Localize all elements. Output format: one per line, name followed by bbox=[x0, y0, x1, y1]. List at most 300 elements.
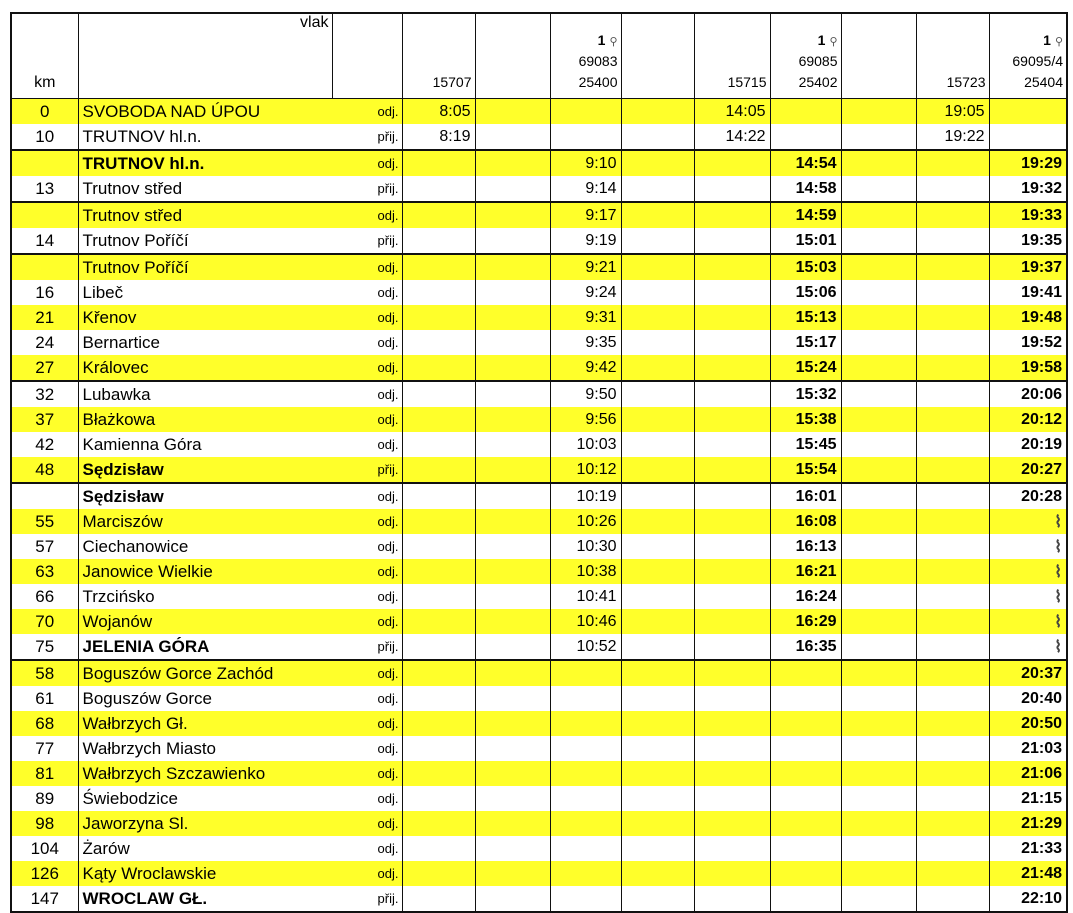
departure-time bbox=[475, 150, 550, 176]
departure-time bbox=[475, 509, 550, 534]
departure-time bbox=[770, 736, 841, 761]
table-row bbox=[11, 99, 1067, 125]
km-cell: 37 bbox=[11, 407, 78, 432]
departure-time bbox=[841, 280, 916, 305]
arrival-departure-mark: odj. bbox=[332, 736, 402, 761]
table-row bbox=[11, 559, 1067, 584]
departure-time: 8:19 bbox=[402, 124, 475, 150]
km-cell bbox=[11, 483, 78, 509]
departure-time bbox=[402, 761, 475, 786]
departure-time bbox=[694, 686, 770, 711]
departure-time bbox=[694, 355, 770, 381]
departure-time bbox=[694, 330, 770, 355]
departure-time: 9:24 bbox=[550, 280, 621, 305]
departure-time bbox=[475, 534, 550, 559]
train-number: 25402 bbox=[798, 73, 838, 90]
departure-time bbox=[916, 609, 989, 634]
departure-time bbox=[694, 381, 770, 407]
departure-time bbox=[402, 609, 475, 634]
departure-time: 10:19 bbox=[550, 483, 621, 509]
first-class-mark: 1 bbox=[597, 32, 606, 49]
departure-time: 21:48 bbox=[989, 861, 1067, 886]
arrival-departure-mark: odj. bbox=[332, 861, 402, 886]
bicycle-icon: ⚲ bbox=[1054, 36, 1063, 49]
departure-time: 19:32 bbox=[989, 176, 1067, 202]
station-name: Żarów bbox=[78, 836, 332, 861]
departure-time bbox=[694, 534, 770, 559]
table-row bbox=[11, 228, 1067, 254]
departure-time bbox=[621, 786, 694, 811]
departure-time bbox=[475, 836, 550, 861]
departure-time bbox=[621, 381, 694, 407]
departure-time bbox=[550, 660, 621, 686]
table-row bbox=[11, 305, 1067, 330]
train-number: 25404 bbox=[1024, 73, 1063, 90]
departure-time bbox=[841, 254, 916, 280]
departure-time bbox=[550, 99, 621, 125]
train-col-5 bbox=[770, 13, 841, 99]
station-name: Křenov bbox=[78, 305, 332, 330]
departure-time bbox=[475, 407, 550, 432]
departure-time: 19:22 bbox=[916, 124, 989, 150]
station-name: SVOBODA NAD ÚPOU bbox=[78, 99, 332, 125]
vlak-label: vlak bbox=[300, 14, 329, 31]
departure-time bbox=[402, 432, 475, 457]
departure-time bbox=[475, 786, 550, 811]
arrival-departure-mark: odj. bbox=[332, 99, 402, 125]
departure-time bbox=[550, 811, 621, 836]
table-row bbox=[11, 660, 1067, 686]
departure-time bbox=[989, 124, 1067, 150]
departure-time bbox=[621, 634, 694, 660]
departure-time bbox=[694, 407, 770, 432]
departure-time bbox=[475, 228, 550, 254]
train-number: 15715 bbox=[727, 73, 767, 90]
departure-time: 20:37 bbox=[989, 660, 1067, 686]
departure-time bbox=[621, 836, 694, 861]
departure-time bbox=[694, 176, 770, 202]
departure-time bbox=[621, 711, 694, 736]
departure-time bbox=[621, 124, 694, 150]
station-name: Sędzisław bbox=[78, 483, 332, 509]
arrival-departure-mark: odj. bbox=[332, 254, 402, 280]
departure-time bbox=[621, 559, 694, 584]
departure-time bbox=[475, 584, 550, 609]
departure-time bbox=[621, 660, 694, 686]
departure-time: 15:13 bbox=[770, 305, 841, 330]
departure-time bbox=[550, 736, 621, 761]
km-header: km bbox=[11, 13, 78, 99]
departure-time bbox=[841, 407, 916, 432]
km-cell: 13 bbox=[11, 176, 78, 202]
departure-time bbox=[770, 99, 841, 125]
departure-time: ⌇ bbox=[989, 534, 1067, 559]
km-cell: 66 bbox=[11, 584, 78, 609]
departure-time bbox=[841, 381, 916, 407]
km-cell: 55 bbox=[11, 509, 78, 534]
km-cell: 98 bbox=[11, 811, 78, 836]
departure-time bbox=[841, 355, 916, 381]
departure-time bbox=[916, 355, 989, 381]
table-row bbox=[11, 150, 1067, 176]
table-row bbox=[11, 280, 1067, 305]
departure-time: 20:28 bbox=[989, 483, 1067, 509]
departure-time bbox=[916, 305, 989, 330]
arrival-departure-mark: odj. bbox=[332, 280, 402, 305]
departure-time bbox=[770, 124, 841, 150]
station-name: Trutnov Poříčí bbox=[78, 254, 332, 280]
departure-time: 19:41 bbox=[989, 280, 1067, 305]
arrival-departure-mark: přij. bbox=[332, 457, 402, 483]
arrival-departure-mark: odj. bbox=[332, 202, 402, 228]
departure-time bbox=[475, 559, 550, 584]
departure-time bbox=[402, 150, 475, 176]
table-row bbox=[11, 811, 1067, 836]
table-row bbox=[11, 457, 1067, 483]
departure-time bbox=[694, 861, 770, 886]
station-name: Wałbrzych Gł. bbox=[78, 711, 332, 736]
departure-time bbox=[475, 99, 550, 125]
station-name: Královec bbox=[78, 355, 332, 381]
departure-time bbox=[550, 761, 621, 786]
km-cell: 61 bbox=[11, 686, 78, 711]
departure-time bbox=[841, 99, 916, 125]
station-name: Boguszów Gorce Zachód bbox=[78, 660, 332, 686]
departure-time bbox=[770, 836, 841, 861]
departure-time: 19:58 bbox=[989, 355, 1067, 381]
departure-time bbox=[402, 811, 475, 836]
departure-time bbox=[621, 228, 694, 254]
departure-time: 19:37 bbox=[989, 254, 1067, 280]
departure-time bbox=[916, 330, 989, 355]
departure-time bbox=[916, 686, 989, 711]
departure-time: 10:26 bbox=[550, 509, 621, 534]
departure-time bbox=[916, 407, 989, 432]
departure-time bbox=[694, 634, 770, 660]
departure-time: ⌇ bbox=[989, 584, 1067, 609]
departure-time bbox=[402, 228, 475, 254]
departure-time bbox=[841, 228, 916, 254]
arrival-departure-mark: přij. bbox=[332, 124, 402, 150]
departure-time: 20:27 bbox=[989, 457, 1067, 483]
departure-time bbox=[770, 761, 841, 786]
departure-time bbox=[402, 559, 475, 584]
arrival-departure-mark: odj. bbox=[332, 483, 402, 509]
departure-time bbox=[841, 886, 916, 912]
departure-time bbox=[550, 836, 621, 861]
departure-time bbox=[402, 176, 475, 202]
departure-time: 21:03 bbox=[989, 736, 1067, 761]
departure-time bbox=[770, 786, 841, 811]
table-row bbox=[11, 609, 1067, 634]
departure-time: 10:41 bbox=[550, 584, 621, 609]
station-name: Kamienna Góra bbox=[78, 432, 332, 457]
departure-time: 9:21 bbox=[550, 254, 621, 280]
departure-time: 20:19 bbox=[989, 432, 1067, 457]
departure-time: 15:32 bbox=[770, 381, 841, 407]
first-class-mark: 1 bbox=[1043, 32, 1051, 49]
km-cell: 70 bbox=[11, 609, 78, 634]
station-name: Trutnov střed bbox=[78, 176, 332, 202]
departure-time bbox=[841, 660, 916, 686]
train-col-0 bbox=[402, 13, 475, 99]
departure-time bbox=[841, 202, 916, 228]
departure-time: 15:06 bbox=[770, 280, 841, 305]
departure-time bbox=[475, 432, 550, 457]
first-class-mark: 1 bbox=[817, 32, 826, 49]
departure-time bbox=[402, 330, 475, 355]
km-cell: 104 bbox=[11, 836, 78, 861]
arrival-departure-mark: odj. bbox=[332, 432, 402, 457]
arrival-departure-mark: odj. bbox=[332, 786, 402, 811]
departure-time bbox=[694, 761, 770, 786]
station-name: Wojanów bbox=[78, 609, 332, 634]
departure-time bbox=[916, 254, 989, 280]
km-cell: 24 bbox=[11, 330, 78, 355]
table-row bbox=[11, 761, 1067, 786]
arrival-departure-mark: odj. bbox=[332, 330, 402, 355]
station-name: Libeč bbox=[78, 280, 332, 305]
arrival-departure-mark: přij. bbox=[332, 634, 402, 660]
departure-time bbox=[621, 886, 694, 912]
arrival-departure-mark: odj. bbox=[332, 305, 402, 330]
departure-time bbox=[694, 660, 770, 686]
departure-time bbox=[402, 355, 475, 381]
km-cell bbox=[11, 202, 78, 228]
train-col-8 bbox=[989, 13, 1067, 99]
km-cell: 0 bbox=[11, 99, 78, 125]
departure-time bbox=[621, 736, 694, 761]
table-row bbox=[11, 330, 1067, 355]
departure-time bbox=[475, 634, 550, 660]
departure-time bbox=[916, 534, 989, 559]
departure-time: 15:17 bbox=[770, 330, 841, 355]
departure-time: 9:10 bbox=[550, 150, 621, 176]
departure-time bbox=[621, 150, 694, 176]
departure-time bbox=[916, 280, 989, 305]
table-row bbox=[11, 736, 1067, 761]
station-name: Wałbrzych Miasto bbox=[78, 736, 332, 761]
arrival-departure-mark: odj. bbox=[332, 836, 402, 861]
departure-time bbox=[621, 534, 694, 559]
departure-time bbox=[916, 483, 989, 509]
departure-time bbox=[916, 559, 989, 584]
table-row bbox=[11, 634, 1067, 660]
station-name: Lubawka bbox=[78, 381, 332, 407]
departure-time bbox=[694, 886, 770, 912]
km-cell: 75 bbox=[11, 634, 78, 660]
departure-time: 19:52 bbox=[989, 330, 1067, 355]
arrival-departure-mark: odj. bbox=[332, 150, 402, 176]
departure-time bbox=[694, 202, 770, 228]
departure-time bbox=[550, 686, 621, 711]
departure-time bbox=[694, 432, 770, 457]
departure-time bbox=[694, 609, 770, 634]
km-cell: 14 bbox=[11, 228, 78, 254]
table-row bbox=[11, 432, 1067, 457]
departure-time bbox=[402, 711, 475, 736]
table-row bbox=[11, 711, 1067, 736]
departure-time bbox=[841, 736, 916, 761]
departure-time: ⌇ bbox=[989, 634, 1067, 660]
table-row bbox=[11, 861, 1067, 886]
departure-time bbox=[621, 254, 694, 280]
train-number-upper: 69083 bbox=[578, 53, 618, 70]
station-name: Boguszów Gorce bbox=[78, 686, 332, 711]
km-cell: 147 bbox=[11, 886, 78, 912]
departure-time: 16:13 bbox=[770, 534, 841, 559]
departure-time bbox=[770, 886, 841, 912]
departure-time bbox=[694, 559, 770, 584]
departure-time bbox=[475, 176, 550, 202]
departure-time bbox=[402, 305, 475, 330]
departure-time bbox=[621, 432, 694, 457]
departure-time bbox=[621, 584, 694, 609]
departure-time: 16:29 bbox=[770, 609, 841, 634]
departure-time bbox=[475, 711, 550, 736]
departure-time bbox=[621, 305, 694, 330]
departure-time bbox=[694, 836, 770, 861]
departure-time bbox=[621, 761, 694, 786]
departure-time bbox=[621, 483, 694, 509]
station-name: Bernartice bbox=[78, 330, 332, 355]
table-row bbox=[11, 836, 1067, 861]
departure-time: 10:12 bbox=[550, 457, 621, 483]
departure-time: 21:29 bbox=[989, 811, 1067, 836]
departure-time bbox=[402, 886, 475, 912]
departure-time: 21:33 bbox=[989, 836, 1067, 861]
train-col-2 bbox=[550, 13, 621, 99]
departure-time bbox=[916, 736, 989, 761]
bicycle-icon: ⚲ bbox=[609, 36, 618, 49]
departure-time: 14:54 bbox=[770, 150, 841, 176]
departure-time bbox=[475, 305, 550, 330]
km-cell: 81 bbox=[11, 761, 78, 786]
departure-time bbox=[550, 786, 621, 811]
departure-time bbox=[475, 886, 550, 912]
table-row bbox=[11, 534, 1067, 559]
station-name: TRUTNOV hl.n. bbox=[78, 124, 332, 150]
departure-time bbox=[402, 686, 475, 711]
departure-time: 16:35 bbox=[770, 634, 841, 660]
departure-time bbox=[916, 811, 989, 836]
table-row bbox=[11, 407, 1067, 432]
station-name: Świebodzice bbox=[78, 786, 332, 811]
departure-time bbox=[475, 483, 550, 509]
departure-time: 14:58 bbox=[770, 176, 841, 202]
km-cell: 48 bbox=[11, 457, 78, 483]
departure-time: 9:14 bbox=[550, 176, 621, 202]
km-cell: 32 bbox=[11, 381, 78, 407]
departure-time bbox=[402, 836, 475, 861]
departure-time: 15:38 bbox=[770, 407, 841, 432]
km-cell: 27 bbox=[11, 355, 78, 381]
departure-time bbox=[402, 483, 475, 509]
train-number: 15707 bbox=[432, 73, 472, 90]
departure-time: 14:59 bbox=[770, 202, 841, 228]
departure-time bbox=[916, 711, 989, 736]
arrival-departure-mark: odj. bbox=[332, 584, 402, 609]
departure-time: 9:31 bbox=[550, 305, 621, 330]
train-number: 25400 bbox=[578, 73, 618, 90]
station-name: Kąty Wroclawskie bbox=[78, 861, 332, 886]
departure-time bbox=[694, 786, 770, 811]
arrival-departure-mark: přij. bbox=[332, 886, 402, 912]
km-cell: 57 bbox=[11, 534, 78, 559]
station-name: Wałbrzych Szczawienko bbox=[78, 761, 332, 786]
table-row bbox=[11, 786, 1067, 811]
station-name: Ciechanowice bbox=[78, 534, 332, 559]
departure-time bbox=[402, 457, 475, 483]
departure-time: 14:22 bbox=[694, 124, 770, 150]
departure-time bbox=[841, 811, 916, 836]
departure-time bbox=[475, 381, 550, 407]
arrival-departure-mark: odj. bbox=[332, 686, 402, 711]
timetable-header bbox=[11, 13, 1067, 99]
departure-time bbox=[621, 861, 694, 886]
departure-time bbox=[770, 660, 841, 686]
departure-time bbox=[475, 761, 550, 786]
departure-time bbox=[402, 736, 475, 761]
km-cell: 21 bbox=[11, 305, 78, 330]
departure-time bbox=[989, 99, 1067, 125]
departure-time bbox=[694, 811, 770, 836]
departure-time bbox=[916, 202, 989, 228]
departure-time bbox=[694, 254, 770, 280]
departure-time bbox=[621, 202, 694, 228]
departure-time: 16:08 bbox=[770, 509, 841, 534]
departure-time bbox=[475, 355, 550, 381]
train-number-upper: 69095/4 bbox=[1012, 53, 1063, 70]
departure-time bbox=[475, 280, 550, 305]
departure-time bbox=[916, 886, 989, 912]
departure-time bbox=[402, 534, 475, 559]
departure-time bbox=[402, 509, 475, 534]
table-row bbox=[11, 176, 1067, 202]
table-row bbox=[11, 254, 1067, 280]
departure-time bbox=[621, 355, 694, 381]
departure-time bbox=[694, 150, 770, 176]
departure-time bbox=[402, 202, 475, 228]
departure-time bbox=[694, 280, 770, 305]
departure-time bbox=[694, 483, 770, 509]
station-name: JELENIA GÓRA bbox=[78, 634, 332, 660]
departure-time: 8:05 bbox=[402, 99, 475, 125]
departure-time bbox=[841, 509, 916, 534]
station-name: Marciszów bbox=[78, 509, 332, 534]
departure-time: 16:21 bbox=[770, 559, 841, 584]
departure-time: 15:54 bbox=[770, 457, 841, 483]
departure-time: 19:29 bbox=[989, 150, 1067, 176]
departure-time: 20:06 bbox=[989, 381, 1067, 407]
departure-time bbox=[475, 736, 550, 761]
arrival-departure-mark: odj. bbox=[332, 534, 402, 559]
departure-time: ⌇ bbox=[989, 559, 1067, 584]
departure-time bbox=[841, 305, 916, 330]
departure-time bbox=[841, 686, 916, 711]
arrival-departure-mark: přij. bbox=[332, 176, 402, 202]
departure-time bbox=[621, 99, 694, 125]
table-row bbox=[11, 686, 1067, 711]
departure-time: 19:33 bbox=[989, 202, 1067, 228]
departure-time: 21:06 bbox=[989, 761, 1067, 786]
departure-time bbox=[916, 457, 989, 483]
departure-time bbox=[916, 634, 989, 660]
departure-time bbox=[694, 584, 770, 609]
departure-time bbox=[402, 280, 475, 305]
departure-time bbox=[550, 886, 621, 912]
km-cell: 89 bbox=[11, 786, 78, 811]
